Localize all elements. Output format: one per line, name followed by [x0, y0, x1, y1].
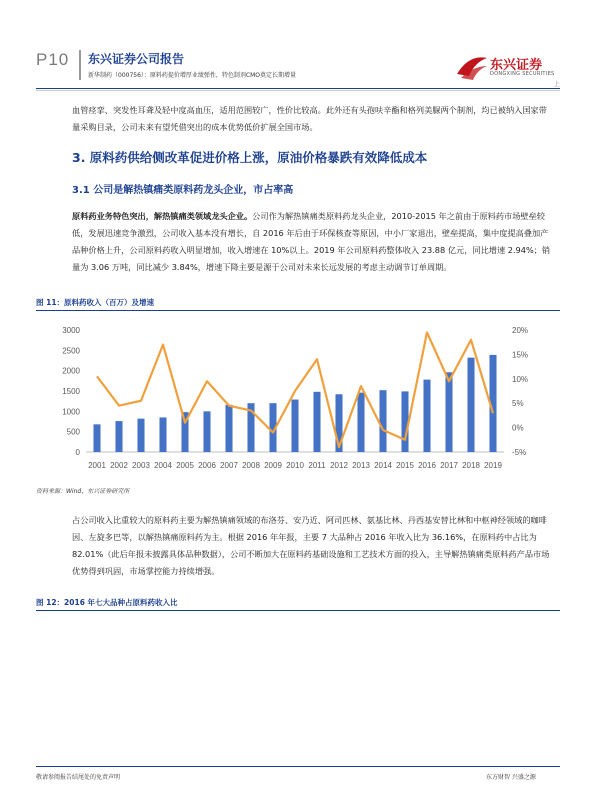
revenue-bar [93, 424, 100, 452]
footer-slogan: 东方财智 兴盛之源 [486, 774, 536, 781]
logo-text-cn: 东兴证券 [490, 58, 543, 73]
x-tick-label: 2007 [220, 461, 238, 470]
y-right-tick-label: 0% [512, 423, 524, 433]
y-left-tick-label: 1000 [62, 407, 80, 417]
header-mark: 上 [554, 81, 561, 88]
x-tick-label: 2009 [264, 461, 282, 470]
revenue-bar [379, 390, 386, 452]
x-tick-label: 2004 [154, 461, 172, 470]
x-tick-label: 2006 [198, 461, 216, 470]
x-tick-label: 2008 [242, 461, 260, 470]
x-tick-label: 2010 [286, 461, 304, 470]
revenue-bar [313, 392, 320, 452]
figure-11-caption: 图 11：原料药收入（百万）及增速 [36, 298, 155, 307]
revenue-bar [423, 380, 430, 452]
y-left-tick-label: 2000 [62, 366, 80, 376]
figure-11-rule [36, 310, 560, 311]
x-tick-label: 2014 [374, 461, 392, 470]
revenue-bar [203, 411, 210, 452]
footer-rule [36, 766, 560, 767]
y-left-tick-label: 3000 [62, 326, 80, 335]
revenue-bar [115, 421, 122, 452]
x-tick-label: 2017 [440, 461, 458, 470]
figure-12-caption: 图 12：2016 年七大品种占原料药收入比 [36, 598, 178, 607]
revenue-chart-svg [36, 318, 560, 478]
paragraph-3: 占公司收入比重较大的原料药主要为解热镇痛领域的布洛芬、安乃近、阿司匹林、氨基比林、丹西基安替比林和中枢神经领域的咖啡因、左旋多巴等，以解热镇痛原料药为主。根据 2016 年年报，主要 7 大品种占 2016 年收入比为 36.16%，在原料药中占比为 82.01%（此后年报未披露具体品种数据），公司不断加大在原料药基础设施和工艺技术方面的投入，主导解热镇痛类原料药产品市场优势得到巩固，市场掌控能力持续增强。 [72, 515, 550, 576]
y-right-tick-label: -5% [512, 448, 527, 457]
x-tick-label: 2001 [88, 461, 106, 470]
x-tick-label: 2003 [132, 461, 150, 470]
x-tick-label: 2002 [110, 461, 128, 470]
revenue-bar [159, 417, 166, 452]
footer-disclaimer: 敬请参阅报告结尾处的免责声明 [36, 774, 121, 781]
figure-source: 资料来源：Wind、东兴证券研究所 [36, 488, 130, 495]
report-subtitle: 新华制药（000756）：原料药提价增厚业绩弹性，特色制剂CMO奠定长期增量 [88, 72, 296, 79]
logo-text-en: DONGXING SECURITIES [490, 71, 555, 77]
report-title: 东兴证券公司报告 [88, 52, 185, 66]
x-tick-label: 2011 [308, 461, 326, 470]
revenue-bar [291, 400, 298, 452]
header-rule [36, 88, 560, 89]
header-divider [79, 50, 81, 80]
revenue-bar [225, 405, 232, 452]
revenue-bar [357, 393, 364, 452]
section-heading-3: 3. 原料药供给侧改革促进价格上涨，原油价格暴跌有效降低成本 [72, 150, 428, 165]
header-rule-secondary [36, 90, 560, 91]
x-tick-label: 2005 [176, 461, 194, 470]
y-left-tick-label: 2500 [62, 346, 80, 356]
paragraph-2-lead: 原料药业务特色突出，解热镇痛类领域龙头企业。 [72, 211, 253, 221]
revenue-bar [137, 419, 144, 452]
x-tick-label: 2018 [462, 461, 480, 470]
revenue-bar [467, 358, 474, 452]
revenue-chart [36, 318, 560, 478]
x-tick-label: 2019 [484, 461, 502, 470]
paragraph-2-body: 公司作为解热镇痛类原料药龙头企业，2010-2015 年之前由于原料药市场壁垒较低，发展迅速竞争激烈，公司收入基本没有增长，自 2016 年后由于环保核查等原因，中小厂家退出，壁垒提高，集中度提高叠加产品种价格上升，公司原料药收入明显增加，收入增速在 10%以上。2019 年公司原料药整体收入 23.88 亿元，同比增速 2.94%；销量为 3.06 万吨，同比减少 3.84%，增速下降主要是源于公司对未来长远发展的考虑主动调节订单周期。 [72, 211, 551, 272]
page-number: P10 [36, 50, 70, 69]
logo-emblem-icon [455, 52, 489, 82]
revenue-bar [445, 372, 452, 452]
x-tick-label: 2013 [352, 461, 370, 470]
subsection-heading-3-1: 3.1 公司是解热镇痛类原料药龙头企业，市占率高 [72, 185, 294, 196]
y-left-tick-label: 0 [75, 448, 80, 457]
y-right-tick-label: 5% [512, 399, 524, 409]
revenue-bar [401, 391, 408, 452]
x-tick-label: 2016 [418, 461, 436, 470]
y-left-tick-label: 1500 [62, 387, 80, 396]
y-right-tick-label: 10% [512, 374, 529, 384]
y-right-tick-label: 15% [512, 350, 529, 360]
paragraph-2 [72, 208, 552, 276]
x-tick-label: 2015 [396, 461, 414, 470]
figure-12-rule [36, 610, 560, 611]
y-right-tick-label: 20% [512, 326, 529, 335]
paragraph-1: 血管痉挛、突发性耳聋及轻中度高血压，适用范围较广，性价比较高。此外还有头孢呋辛酯和格列美脲两个制剂，均已被纳入国家带量采购目录，公司未来有望凭借突出的成本优势低价扩展全国市场。 [72, 105, 547, 132]
y-left-tick-label: 500 [66, 427, 80, 437]
x-tick-label: 2012 [330, 461, 348, 470]
